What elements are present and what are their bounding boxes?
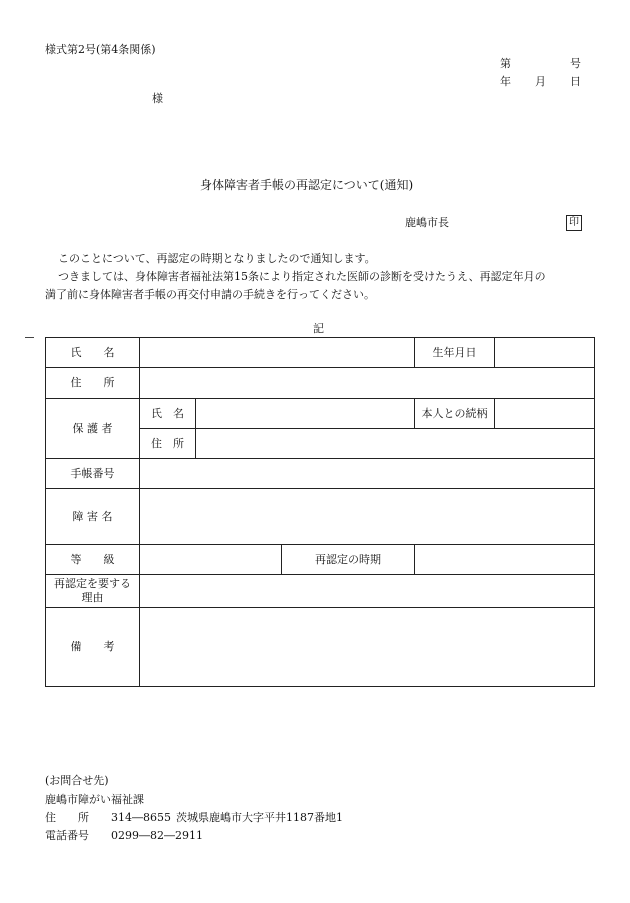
address-label: 住 所 [46, 368, 140, 399]
guardian-name-field[interactable] [196, 399, 415, 429]
birthdate-field[interactable] [495, 338, 595, 368]
contact-phone-label: 電話番号 [45, 829, 89, 842]
guardian-label: 保 護 者 [46, 399, 140, 459]
addressee-suffix: 様 [152, 92, 163, 105]
ki-heading: 記 [313, 322, 324, 335]
reason-field[interactable] [140, 575, 595, 608]
reason-label-line-1: 再認定を要する [54, 577, 131, 591]
contact-address: 茨城県鹿嶋市大字平井1187番地1 [176, 811, 343, 824]
doc-number-suffix: 号 [570, 57, 581, 70]
recert-period-field[interactable] [415, 545, 595, 575]
disability-field[interactable] [140, 489, 595, 545]
contact-department: 鹿嶋市障がい福祉課 [45, 793, 144, 806]
address-field[interactable] [140, 368, 595, 399]
body-line-3: 満了前に身体障害者手帳の再交付申請の手続きを行ってください。 [45, 288, 375, 301]
contact-phone: 0299―82―2911 [111, 829, 203, 842]
birthdate-label: 生年月日 [415, 338, 495, 368]
document-title: 身体障害者手帳の再認定について(通知) [200, 178, 414, 192]
contact-postal-code: 314―8655 [111, 811, 171, 824]
name-field[interactable] [140, 338, 415, 368]
relationship-label: 本人との続柄 [415, 399, 495, 429]
remarks-field[interactable] [140, 608, 595, 687]
reason-label [46, 575, 140, 608]
guardian-name-label: 氏 名 [140, 399, 196, 429]
sender-name: 鹿嶋市長 [405, 216, 449, 229]
remarks-label: 備 考 [46, 608, 140, 687]
handbook-number-field[interactable] [140, 459, 595, 489]
margin-mark [25, 337, 34, 338]
body-line-2: つきましては、身体障害者福祉法第15条により指定された医師の診断を受けたうえ、再認定年月の [58, 270, 546, 283]
date-year: 年 [500, 75, 511, 88]
date-month: 月 [535, 75, 546, 88]
guardian-address-label: 住 所 [140, 429, 196, 459]
form-number: 様式第2号(第4条関係) [45, 43, 156, 56]
guardian-address-field[interactable] [196, 429, 595, 459]
grade-field[interactable] [140, 545, 282, 575]
contact-heading: (お問合せ先) [45, 774, 109, 787]
doc-number-prefix: 第 [500, 57, 511, 70]
recert-period-label: 再認定の時期 [282, 545, 415, 575]
date-day: 日 [570, 75, 581, 88]
handbook-number-label: 手帳番号 [46, 459, 140, 489]
seal-stamp: 印 [566, 215, 582, 231]
disability-label: 障 害 名 [46, 489, 140, 545]
reason-label-line-2: 理由 [81, 591, 104, 604]
relationship-field[interactable] [495, 399, 595, 429]
form-table [45, 337, 595, 687]
contact-address-label: 住 所 [45, 811, 89, 824]
grade-label: 等 級 [46, 545, 140, 575]
name-label: 氏 名 [46, 338, 140, 368]
body-line-1: このことについて、再認定の時期となりましたので通知します。 [58, 252, 376, 265]
